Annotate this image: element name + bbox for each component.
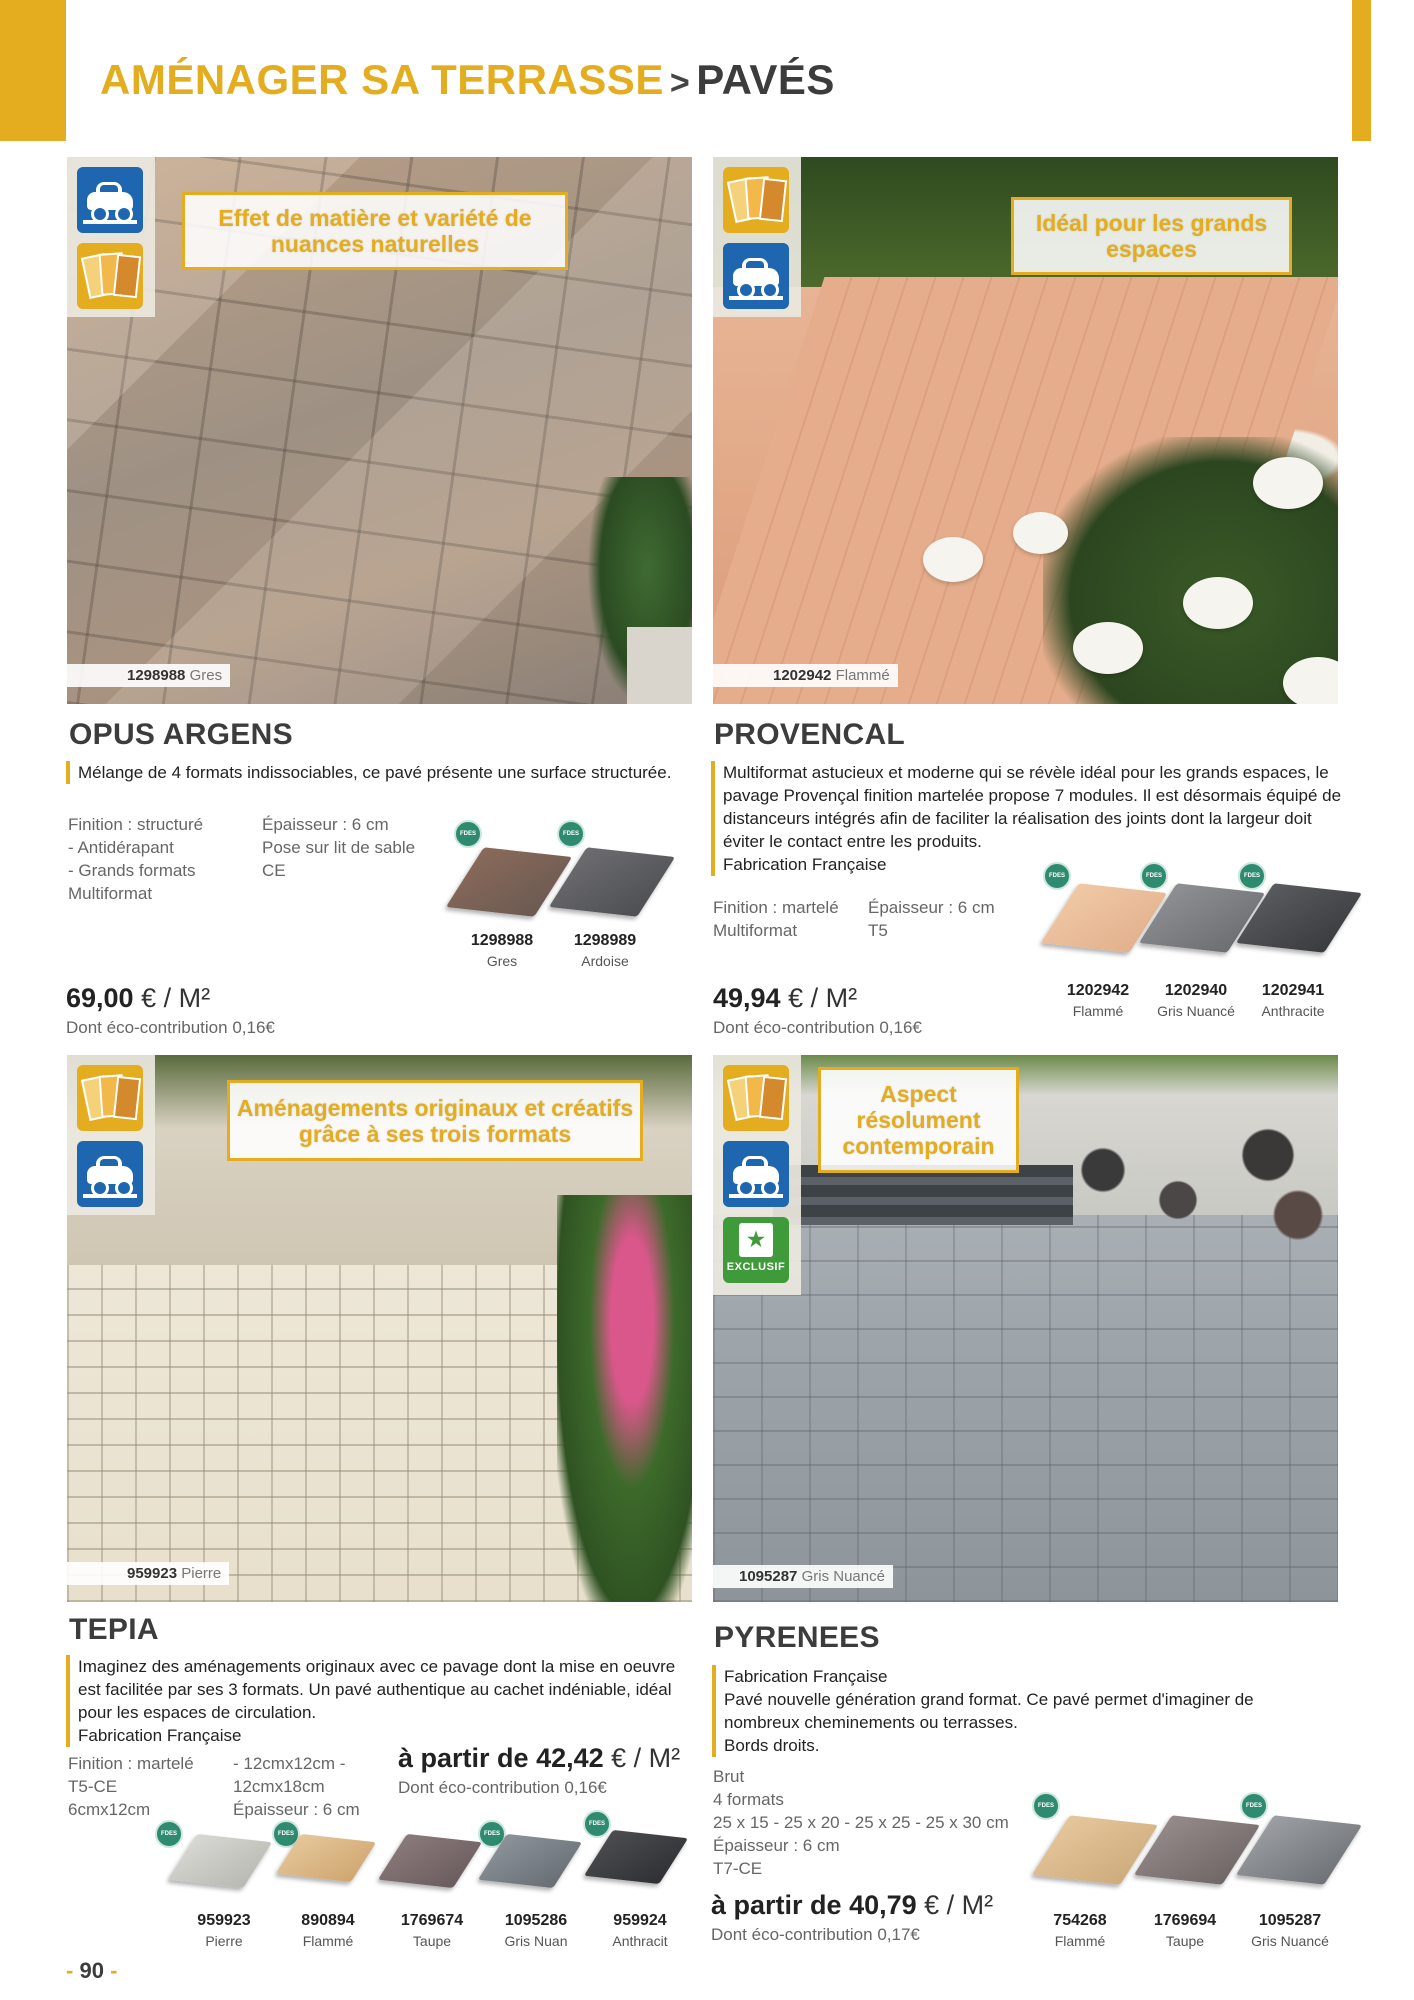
opus-argens-callout: Effet de matière et variété de nuances naturelles <box>182 192 568 270</box>
car-traffic-icon <box>723 1141 789 1207</box>
swatch-name: Gres <box>486 953 518 969</box>
photo-caption-name: Pierre <box>181 1565 222 1582</box>
swatch-name: Gris Nuancé <box>1251 1933 1329 1949</box>
spec-line: Multiformat <box>68 884 153 903</box>
spec-line: Finition : martelé <box>713 898 839 917</box>
price-unit: € / M² <box>141 983 211 1013</box>
product-description <box>712 1665 1324 1757</box>
swatch-code: 959923 <box>197 1912 251 1929</box>
swatch-code: 1202942 <box>1066 982 1130 999</box>
award-icon: ★ <box>739 1223 773 1257</box>
swatch-name: Taupe <box>1165 1933 1205 1949</box>
product-specs-left <box>68 813 203 905</box>
swatch-name: Flammé <box>1072 1003 1124 1019</box>
product-description <box>711 761 1348 876</box>
swatch-code: 959924 <box>613 1912 667 1929</box>
swatch-code: 754268 <box>1053 1912 1107 1929</box>
spec-line: Pose sur lit de sable <box>262 838 416 857</box>
price-unit: € / M² <box>611 1743 681 1773</box>
fdes-badge-icon: FDES <box>1140 862 1168 890</box>
lily-decoration <box>1253 457 1323 509</box>
color-palette-icon <box>77 243 143 309</box>
lily-decoration <box>1073 622 1143 674</box>
spec-line: 25 x 15 - 25 x 20 - 25 x 25 - 25 x 30 cm <box>713 1813 1009 1832</box>
spec-line: T5 <box>868 921 888 940</box>
chevron-right-icon: > <box>669 64 691 102</box>
fdes-badge-icon: FDES <box>557 820 585 848</box>
price-value: 49,94 <box>713 983 781 1013</box>
header-accent-bar-right <box>1352 0 1371 141</box>
lily-decoration <box>1183 577 1253 629</box>
description-origin: Fabrication Française <box>78 1726 242 1745</box>
page-number <box>66 1958 117 1984</box>
rocks-decoration <box>1043 1095 1338 1245</box>
car-traffic-icon <box>77 1141 143 1207</box>
swatch-name: Anthracite <box>1261 1003 1325 1019</box>
product-specs-left <box>68 1752 194 1821</box>
planter-decoration <box>627 627 692 704</box>
spec-line: 4 formats <box>713 1790 784 1809</box>
photo-caption <box>67 664 230 687</box>
description-text: Multiformat astucieux et moderne qui se révèle idéal pour les grands espaces, le pavage Provençal finition martelée propose 7 modules. Il est désormais équipé de distanceurs intégrés afin de faciliter la réalisation des joints dont la largeur doit éviter le contact entre les produits. <box>723 763 1342 851</box>
product-price <box>713 983 857 1014</box>
spec-line: Multiformat <box>713 921 798 940</box>
fdes-badge-icon: FDES <box>272 1820 300 1848</box>
spec-line: 6cmx12cm <box>68 1800 151 1819</box>
swatch-name: Taupe <box>412 1933 452 1949</box>
eco-contribution: Dont éco-contribution 0,16€ <box>66 1018 275 1037</box>
spec-line: Brut <box>713 1767 745 1786</box>
spec-line: T5-CE <box>68 1777 118 1796</box>
photo-caption-code: 1202942 <box>773 667 832 684</box>
swatch-code: 890894 <box>301 1912 355 1929</box>
page-title <box>100 56 835 104</box>
description-edges: Bords droits. <box>724 1736 820 1755</box>
description-origin: Fabrication Française <box>724 1667 888 1686</box>
lily-decoration <box>1013 512 1068 554</box>
fdes-badge-icon: FDES <box>1043 862 1071 890</box>
swatch-name: Pierre <box>205 1933 243 1949</box>
swatch-name: Gris Nuancé <box>1157 1003 1235 1019</box>
tepia-callout: Aménagements originaux et créatifs grâce à ses trois formats <box>227 1080 643 1161</box>
product-specs <box>713 1765 1009 1880</box>
product-specs-left <box>713 896 839 942</box>
product-price <box>711 1890 993 1921</box>
product-specs-right <box>868 896 995 942</box>
fdes-badge-icon: FDES <box>454 820 482 848</box>
product-description: Mélange de 4 formats indissociables, ce pavé présente une surface structurée. <box>66 761 678 784</box>
product-price <box>398 1743 680 1774</box>
color-palette-icon <box>723 1065 789 1131</box>
spec-line: Épaisseur : 6 cm <box>262 815 389 834</box>
fdes-badge-icon: FDES <box>583 1810 611 1838</box>
provencal-callout: Idéal pour les grands espaces <box>1011 197 1292 275</box>
product-title-opus-argens: OPUS ARGENS <box>69 718 293 751</box>
product-specs-right <box>233 1752 360 1821</box>
price-value: 69,00 <box>66 983 134 1013</box>
pyrenees-callout: Aspect résolument contemporain <box>818 1067 1019 1173</box>
description-text: Imaginez des aménagements originaux avec ce pavage dont la mise en oeuvre est facilitée par ses 3 formats. Un pavé authentique au cachet indéniable, idéal pour les espaces de circulation. <box>78 1657 676 1722</box>
photo-caption-name: Flammé <box>835 667 890 684</box>
photo-caption-code: 1298988 <box>127 667 186 684</box>
exclusive-badge-icon <box>723 1217 789 1283</box>
swatch-name: Flammé <box>1054 1933 1106 1949</box>
swatch-code: 1769674 <box>400 1912 464 1929</box>
opus-argens-photo <box>67 157 692 704</box>
swatch-code: 1298988 <box>470 932 534 949</box>
color-palette-icon <box>723 167 789 233</box>
spec-line: CE <box>262 861 286 880</box>
color-palette-icon <box>77 1065 143 1131</box>
photo-caption-name: Gres <box>189 667 223 684</box>
product-title-provencal: PROVENCAL <box>714 718 906 751</box>
spec-line: - Antidérapant <box>68 838 174 857</box>
pyrenees-photo <box>713 1055 1338 1602</box>
fdes-badge-icon: FDES <box>478 1820 506 1848</box>
fdes-badge-icon: FDES <box>1240 1792 1268 1820</box>
photo-caption <box>67 1562 229 1585</box>
product-title-pyrenees: PYRENEES <box>714 1621 880 1654</box>
page-title-category: PAVÉS <box>696 56 835 103</box>
photo-caption-code: 1095287 <box>739 1568 798 1585</box>
price-unit: € / M² <box>788 983 858 1013</box>
page-title-section: AMÉNAGER SA TERRASSE <box>100 56 664 103</box>
swatch-code: 1298989 <box>573 932 637 949</box>
swatch-code: 1202941 <box>1261 982 1325 999</box>
swatch-code: 1769694 <box>1153 1912 1217 1929</box>
photo-caption <box>713 1565 893 1588</box>
car-traffic-icon <box>77 167 143 233</box>
header-accent-bar-left <box>0 0 66 141</box>
product-description <box>66 1655 678 1747</box>
swatch-code: 1095286 <box>504 1912 568 1929</box>
spec-line: T7-CE <box>713 1859 763 1878</box>
photo-caption <box>713 664 898 687</box>
page-number-value: 90 <box>79 1958 104 1983</box>
spec-line: Épaisseur : 6 cm <box>713 1836 840 1855</box>
spec-line: Épaisseur : 6 cm <box>233 1800 360 1819</box>
swatch-tile-taupe[interactable] <box>378 1834 482 1888</box>
eco-contribution: Dont éco-contribution 0,17€ <box>711 1925 920 1944</box>
photo-caption-code: 959923 <box>127 1565 178 1582</box>
fdes-badge-icon: FDES <box>1032 1792 1060 1820</box>
tepia-photo <box>67 1055 692 1602</box>
eco-contribution: Dont éco-contribution 0,16€ <box>398 1778 607 1797</box>
fdes-badge-icon: FDES <box>1238 862 1266 890</box>
swatch-name: Flammé <box>302 1933 354 1949</box>
spec-line: - 12cmx12cm - <box>233 1754 346 1773</box>
spec-line: Épaisseur : 6 cm <box>868 898 995 917</box>
swatch-code: 1095287 <box>1258 1912 1322 1929</box>
swatch-name: Ardoise <box>581 953 629 969</box>
price-prefix: à partir de <box>398 1743 529 1773</box>
price-unit: € / M² <box>924 1890 994 1920</box>
spec-line: Finition : structuré <box>68 815 204 834</box>
swatch-tile-anthracite[interactable] <box>584 1830 688 1884</box>
product-title-tepia: TEPIA <box>69 1613 159 1646</box>
swatch-tile-pierre[interactable] <box>168 1834 272 1888</box>
page-dash: - <box>110 1958 118 1983</box>
product-price <box>66 983 210 1014</box>
photo-caption-name: Gris Nuancé <box>801 1568 885 1585</box>
swatch-name: Anthracit <box>612 1933 668 1949</box>
exclusive-label: EXCLUSIF <box>726 1261 786 1273</box>
swatch-code: 1202940 <box>1164 982 1228 999</box>
car-traffic-icon <box>723 243 789 309</box>
spec-line: 12cmx18cm <box>233 1777 325 1796</box>
eco-contribution: Dont éco-contribution 0,16€ <box>713 1018 922 1037</box>
description-origin: Fabrication Française <box>723 855 887 874</box>
provencal-photo <box>713 157 1338 704</box>
fdes-badge-icon: FDES <box>155 1820 183 1848</box>
price-value: 42,42 <box>536 1743 604 1773</box>
spec-line: Finition : martelé <box>68 1754 194 1773</box>
steps-decoration <box>773 1165 1073 1225</box>
lily-decoration <box>923 537 983 582</box>
spec-line: - Grands formats <box>68 861 196 880</box>
swatch-name: Gris Nuan <box>504 1933 568 1949</box>
product-specs-right <box>262 813 415 882</box>
price-value: 40,79 <box>849 1890 917 1920</box>
hydrangea-decoration <box>557 1195 692 1602</box>
price-prefix: à partir de <box>711 1890 842 1920</box>
page-dash: - <box>66 1958 74 1983</box>
description-text: Pavé nouvelle génération grand format. Ce pavé permet d'imaginer de nombreux cheminements ou terrasses. <box>724 1690 1254 1732</box>
